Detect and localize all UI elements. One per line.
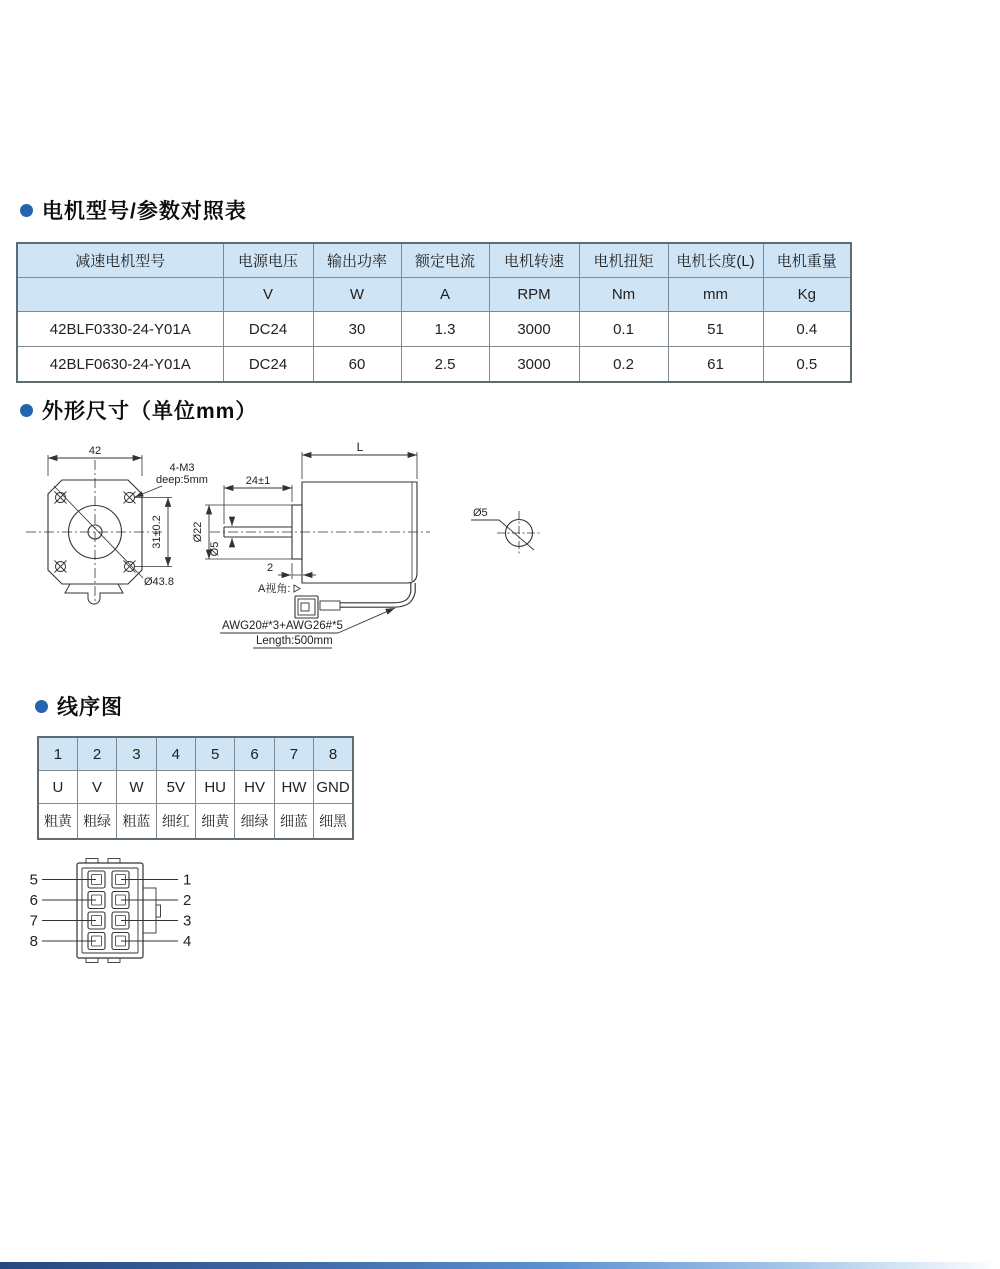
wire-color: 细绿 <box>235 804 274 840</box>
footer-gradient-bar <box>0 1262 1000 1269</box>
cable-length-label: Length:500mm <box>256 635 333 647</box>
pin-label-left: 8 <box>29 933 38 950</box>
unit-cell: mm <box>668 278 763 312</box>
signal: V <box>77 771 116 804</box>
section-title: 线序图 <box>57 696 123 719</box>
dim-hole-spacing: 31±0.2 <box>151 515 163 549</box>
dimension-drawing <box>10 435 630 665</box>
side-view <box>205 452 430 648</box>
col-header: 电机扭矩 <box>579 243 668 278</box>
cell: 30 <box>313 312 401 347</box>
unit-cell: Kg <box>763 278 851 312</box>
section-dimensions <box>20 395 257 425</box>
col-header: 减速电机型号 <box>17 243 223 278</box>
col-header: 电机长度(L) <box>668 243 763 278</box>
pin-label-right: 1 <box>183 871 192 889</box>
pin-number: 3 <box>117 737 156 771</box>
pin-label-right: 2 <box>183 892 192 909</box>
pin-label-left: 7 <box>29 912 38 930</box>
wire-color: 细黑 <box>314 804 353 840</box>
pin-number: 8 <box>314 737 353 771</box>
view-a-label: A视角: <box>258 583 291 595</box>
cell: 0.1 <box>579 312 668 347</box>
cell: 0.4 <box>763 312 851 347</box>
pin-label-left: 6 <box>29 892 38 909</box>
signal: HU <box>196 771 235 804</box>
unit-cell: V <box>223 278 313 312</box>
pin-number: 5 <box>196 737 235 771</box>
dim-shaft-dia: Ø5 <box>209 541 221 557</box>
dim-length: L <box>356 440 364 454</box>
pin-number: 7 <box>274 737 313 771</box>
pin-label-right: 4 <box>183 933 192 950</box>
table-header-row <box>17 243 851 278</box>
table-units-row <box>17 278 851 312</box>
pin-labels <box>30 872 192 951</box>
cell: 2.5 <box>401 347 489 383</box>
col-header: 电源电压 <box>223 243 313 278</box>
pin-number: 2 <box>77 737 116 771</box>
unit-cell: RPM <box>489 278 579 312</box>
section-motor-table <box>20 195 247 225</box>
dim-width: 42 <box>88 445 102 457</box>
cell: DC24 <box>223 312 313 347</box>
pin-label-right: 3 <box>183 912 192 930</box>
screw-note-1: 4-M3 <box>169 462 195 474</box>
cell-model: 42BLF0630-24-Y01A <box>17 347 223 383</box>
col-header: 电机转速 <box>489 243 579 278</box>
wire-color: 粗绿 <box>77 804 116 840</box>
signal: HV <box>235 771 274 804</box>
wire-color: 粗黄 <box>38 804 77 840</box>
col-header: 电机重量 <box>763 243 851 278</box>
col-header: 输出功率 <box>313 243 401 278</box>
wire-color: 细红 <box>156 804 195 840</box>
section-title: 外形尺寸（单位mm） <box>42 400 258 423</box>
unit-cell: Nm <box>579 278 668 312</box>
signal: U <box>38 771 77 804</box>
col-header: 额定电流 <box>401 243 489 278</box>
pin-number: 4 <box>156 737 195 771</box>
dim-boss-dia: Ø22 <box>192 521 204 543</box>
dim-shaft-length: 24±1 <box>245 475 271 487</box>
bullet-icon <box>20 204 33 217</box>
pin-label-left: 5 <box>29 871 38 889</box>
cable-spec-label: AWG20#*3+AWG26#*5 <box>222 620 343 632</box>
cell-model: 42BLF0330-24-Y01A <box>17 312 223 347</box>
pin-number: 6 <box>235 737 274 771</box>
cell: 60 <box>313 347 401 383</box>
signal: GND <box>314 771 353 804</box>
dim-bolt-circle: Ø43.8 <box>144 576 174 588</box>
cell: 1.3 <box>401 312 489 347</box>
pin-number-row <box>38 737 353 771</box>
cell: 0.5 <box>763 347 851 383</box>
signal-row <box>38 771 353 804</box>
bullet-icon <box>20 404 33 417</box>
table-row <box>17 347 851 383</box>
connector-pinout-drawing <box>20 853 220 971</box>
bullet-icon <box>35 700 48 713</box>
wire-color: 细蓝 <box>274 804 313 840</box>
wire-color-row <box>38 804 353 840</box>
screw-note-2: deep:5mm <box>156 474 208 486</box>
cell: 0.2 <box>579 347 668 383</box>
unit-cell: A <box>401 278 489 312</box>
cell: 3000 <box>489 347 579 383</box>
cell: DC24 <box>223 347 313 383</box>
wire-sequence-table <box>37 736 354 840</box>
wire-color: 细黄 <box>196 804 235 840</box>
section-wiring <box>35 691 123 721</box>
cell: 3000 <box>489 312 579 347</box>
motor-parameter-table <box>16 242 852 383</box>
signal: HW <box>274 771 313 804</box>
wire-color: 粗蓝 <box>117 804 156 840</box>
pin-number: 1 <box>38 737 77 771</box>
dim-boss-thickness: 2 <box>266 562 274 574</box>
connector-body <box>42 859 178 963</box>
unit-cell: W <box>313 278 401 312</box>
unit-cell <box>17 278 223 312</box>
cell: 61 <box>668 347 763 383</box>
signal: 5V <box>156 771 195 804</box>
table-row <box>17 312 851 347</box>
cell: 51 <box>668 312 763 347</box>
signal: W <box>117 771 156 804</box>
dim-section-dia: Ø5 <box>473 507 488 519</box>
section-title: 电机型号/参数对照表 <box>42 200 247 223</box>
